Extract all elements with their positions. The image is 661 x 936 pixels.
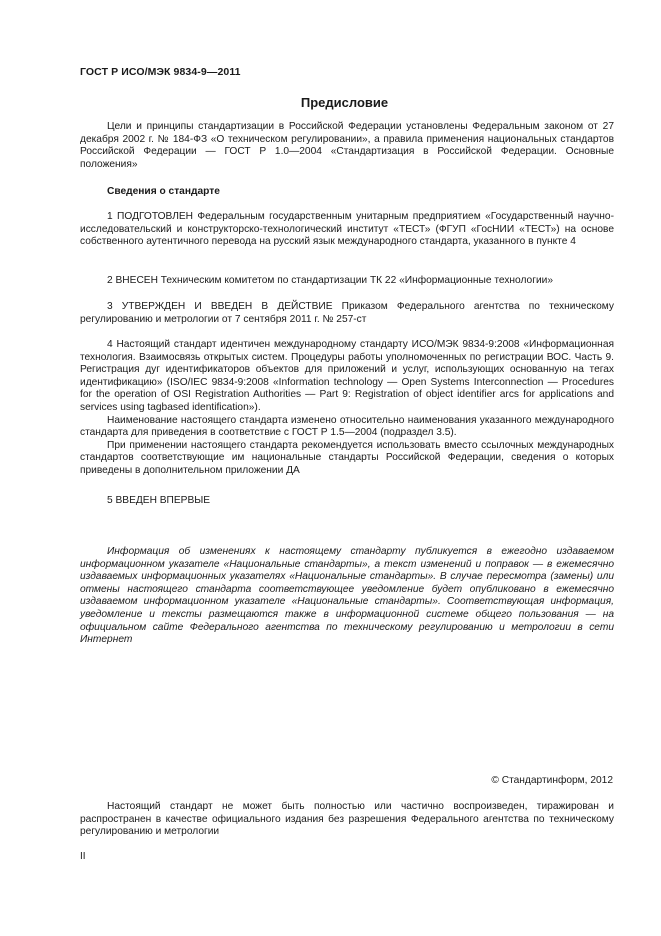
item-4-block	[80, 339, 614, 478]
standard-code-header: ГОСТ Р ИСО/МЭК 9834-9—2011	[80, 66, 241, 78]
item-2-block	[80, 275, 614, 288]
reproduction-notice: Настоящий стандарт не может быть полностью или частично воспроизведен, тиражирован и распространен в качестве официального издания без разрешения Федерального агентства по техническому регулированию и метрологии	[80, 801, 614, 838]
item-1-block	[80, 211, 614, 249]
item-4-references: При применении настоящего стандарта рекомендуется использовать вместо ссылочных международных стандартов соответствующие им национальные стандарты Российской Федерации, сведения о которых приведены в дополнительном приложении ДА	[80, 439, 614, 476]
item-4-name-change: Наименование настоящего стандарта изменено относительно наименования указанного международного стандарта для приведения в соответствие с ГОСТ Р 1.5—2004 (подраздел 3.5).	[80, 414, 614, 439]
foreword-intro: Цели и принципы стандартизации в Российской Федерации установлены Федеральным законом от 27 декабря 2002 г. № 184-ФЗ «О техническом регулировании», а правила применения национальных стандартов Российской Федерации — ГОСТ Р 1.0—2004 «Стандартизация в Российской Федерации. Основные положения»	[80, 121, 614, 170]
item-3-block	[80, 301, 614, 326]
section-heading-block	[80, 186, 614, 199]
notice-block	[80, 546, 614, 647]
foreword-intro-block	[80, 121, 614, 171]
item-1: 1 ПОДГОТОВЛЕН Федеральным государственным унитарным предприятием «Государственный научно-исследовательский и конструкторско-технологический институт «ТЕСТ» (ФГУП «ГосНИИ «ТЕСТ») на основе собственного аутентичного перевода на русский язык международного стандарта, указанного в пункте 4	[80, 211, 614, 248]
copyright: © Стандартинформ, 2012	[491, 775, 613, 786]
item-2: 2 ВНЕСЕН Техническим комитетом по стандартизации ТК 22 «Информационные технологии»	[107, 275, 553, 286]
changes-notice: Информация об изменениях к настоящему стандарту публикуется в ежегодно издаваемом информационном указателе «Национальные стандарты», а текст изменений и поправок — в ежемесячно издаваемых информационных указателях «Национальные стандарты». В случае пересмотра (замены) или отмены настоящего стандарта соответствующее уведомление будет опубликовано в ежемесячно издаваемом информационном указателе «Национальные стандарты». Соответствующая информация, уведомление и тексты размещаются также в информационной системе общего пользования — на официальном сайте Федерального агентства по техническому регулированию и метрологии в сети Интернет	[80, 546, 614, 646]
page-number: II	[80, 851, 86, 862]
section-heading: Сведения о стандарте	[107, 186, 220, 197]
item-3: 3 УТВЕРЖДЕН И ВВЕДЕН В ДЕЙСТВИЕ Приказом Федерального агентства по техническому регулированию и метрологии от 7 сентября 2011 г. № 257-ст	[80, 301, 614, 325]
item-5: 5 ВВЕДЕН ВПЕРВЫЕ	[107, 495, 211, 506]
reproduction-block	[80, 801, 614, 839]
item-4: 4 Настоящий стандарт идентичен международному стандарту ИСО/МЭК 9834-9:2008 «Информационная технология. Взаимосвязь открытых систем. Процедуры работы уполномоченных по регистрации ВОС. Часть 9. Регистрация дуг идентификаторов объектов для приложений и услуг, использующих основанную на тегах идентификацию» (ISO/IEC 9834-9:2008 «Information technology — Open Systems Interconnection — Procedures for the operation of OSI Registration Authorities — Part 9: Registration of object identifier arcs for applications and services using tagbased identification»).	[80, 339, 614, 413]
item-5-block	[80, 495, 614, 508]
foreword-title: Предисловие	[300, 95, 389, 110]
